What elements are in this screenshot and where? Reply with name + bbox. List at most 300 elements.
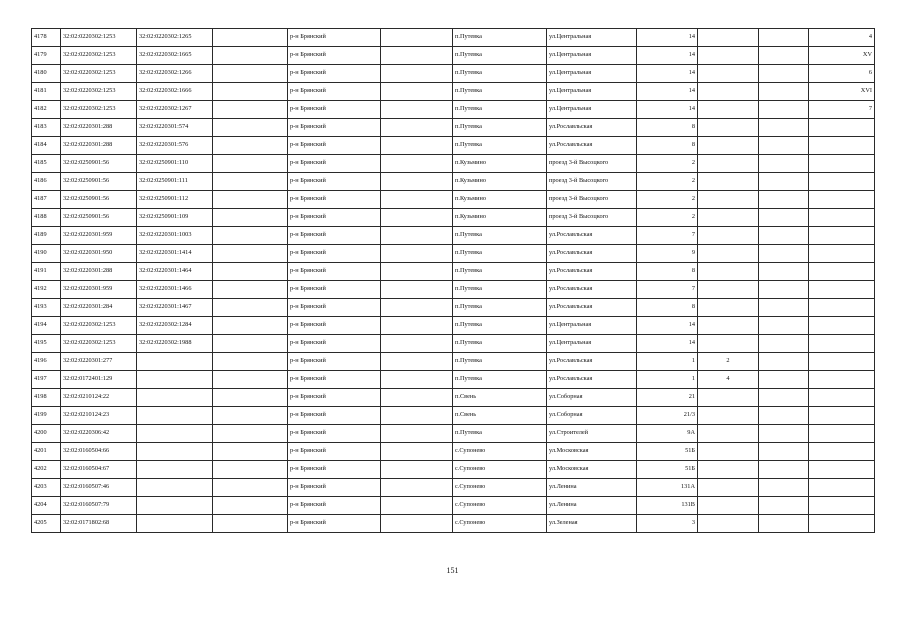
cell-district: р-н Брянский (288, 101, 381, 119)
cell-empty (759, 65, 809, 83)
table-row (32, 65, 875, 83)
cell-locality: п.Путевка (453, 353, 547, 371)
cell-house-number: 8 (637, 119, 698, 137)
cell-empty (213, 461, 288, 479)
cell-row-number: 4198 (32, 389, 61, 407)
cell-house-number: 14 (637, 83, 698, 101)
table-row (32, 119, 875, 137)
cell-cadastral-number (137, 515, 213, 533)
cell-apartment (809, 299, 875, 317)
cell-street: ул.Рославльская (547, 245, 637, 263)
cell-empty (381, 407, 453, 425)
cell-cadastral-quarter: 32:02:0220301:959 (61, 281, 137, 299)
cell-building (698, 497, 759, 515)
cell-locality: п.Путевка (453, 335, 547, 353)
cell-empty (381, 47, 453, 65)
cell-row-number: 4200 (32, 425, 61, 443)
cell-district: р-н Брянский (288, 119, 381, 137)
cell-house-number: 2 (637, 209, 698, 227)
cell-building (698, 155, 759, 173)
cell-empty (213, 137, 288, 155)
cell-street: ул.Центральная (547, 335, 637, 353)
cell-cadastral-quarter: 32:02:0160504:66 (61, 443, 137, 461)
cell-cadastral-quarter: 32:02:0250901:56 (61, 173, 137, 191)
cell-empty (213, 515, 288, 533)
cell-empty (759, 83, 809, 101)
cell-district: р-н Брянский (288, 407, 381, 425)
table-row (32, 317, 875, 335)
cell-house-number: 14 (637, 317, 698, 335)
cell-locality: п.Кузьмино (453, 191, 547, 209)
cell-cadastral-number (137, 497, 213, 515)
cell-empty (213, 119, 288, 137)
table-row (32, 155, 875, 173)
cell-empty (759, 461, 809, 479)
cell-cadastral-number: 32:02:0220302:1267 (137, 101, 213, 119)
cell-empty (759, 47, 809, 65)
cell-cadastral-number: 32:02:0220301:1467 (137, 299, 213, 317)
cell-empty (381, 335, 453, 353)
cell-empty (213, 227, 288, 245)
cell-empty (759, 479, 809, 497)
cell-house-number: 1 (637, 371, 698, 389)
cell-street: проезд 3-й Высоцкого (547, 191, 637, 209)
cell-empty (213, 443, 288, 461)
cell-locality: п.Свень (453, 407, 547, 425)
cell-empty (381, 209, 453, 227)
table-row (32, 335, 875, 353)
cell-row-number: 4199 (32, 407, 61, 425)
cell-empty (381, 497, 453, 515)
cell-street: ул.Строителей (547, 425, 637, 443)
cell-building (698, 479, 759, 497)
cell-district: р-н Брянский (288, 461, 381, 479)
cell-cadastral-quarter: 32:02:0220301:288 (61, 119, 137, 137)
cell-locality: с.Супонево (453, 479, 547, 497)
cell-house-number: 14 (637, 335, 698, 353)
cell-district: р-н Брянский (288, 317, 381, 335)
cell-building (698, 47, 759, 65)
cell-empty (381, 263, 453, 281)
cell-cadastral-number: 32:02:0220302:1266 (137, 65, 213, 83)
cell-locality: с.Супонево (453, 515, 547, 533)
cell-apartment: 7 (809, 101, 875, 119)
cell-cadastral-quarter: 32:02:0160504:67 (61, 461, 137, 479)
cell-cadastral-number (137, 425, 213, 443)
cell-building (698, 425, 759, 443)
cell-locality: п.Кузьмино (453, 155, 547, 173)
cell-locality: п.Путевка (453, 119, 547, 137)
table-row (32, 461, 875, 479)
cell-cadastral-quarter: 32:02:0250901:56 (61, 155, 137, 173)
cell-apartment (809, 209, 875, 227)
cell-street: ул.Рославльская (547, 353, 637, 371)
cell-building (698, 515, 759, 533)
cell-building (698, 317, 759, 335)
cell-district: р-н Брянский (288, 335, 381, 353)
cell-empty (213, 263, 288, 281)
table-row (32, 245, 875, 263)
cell-empty (381, 227, 453, 245)
cell-locality: п.Путевка (453, 245, 547, 263)
cell-building (698, 173, 759, 191)
cell-cadastral-number (137, 371, 213, 389)
cell-cadastral-quarter: 32:02:0220301:950 (61, 245, 137, 263)
cell-empty (213, 317, 288, 335)
cell-empty (759, 317, 809, 335)
cell-row-number: 4203 (32, 479, 61, 497)
cell-empty (213, 479, 288, 497)
cell-street: ул.Ленина (547, 497, 637, 515)
cell-empty (759, 155, 809, 173)
cell-district: р-н Брянский (288, 281, 381, 299)
cell-building (698, 119, 759, 137)
cell-house-number: 8 (637, 299, 698, 317)
cell-house-number: 51Б (637, 461, 698, 479)
table-row (32, 389, 875, 407)
cell-empty (381, 119, 453, 137)
cell-empty (381, 443, 453, 461)
cell-cadastral-quarter: 32:02:0220301:277 (61, 353, 137, 371)
cell-empty (381, 155, 453, 173)
cell-locality: с.Супонево (453, 497, 547, 515)
cell-row-number: 4185 (32, 155, 61, 173)
cell-row-number: 4181 (32, 83, 61, 101)
cell-street: ул.Центральная (547, 47, 637, 65)
cell-empty (381, 83, 453, 101)
cell-row-number: 4195 (32, 335, 61, 353)
cell-empty (759, 209, 809, 227)
cell-district: р-н Брянский (288, 299, 381, 317)
cell-locality: с.Супонево (453, 461, 547, 479)
cell-row-number: 4179 (32, 47, 61, 65)
cell-apartment (809, 119, 875, 137)
cell-cadastral-number (137, 479, 213, 497)
cell-district: р-н Брянский (288, 83, 381, 101)
cell-row-number: 4191 (32, 263, 61, 281)
cell-district: р-н Брянский (288, 389, 381, 407)
cell-cadastral-quarter: 32:02:0220301:959 (61, 227, 137, 245)
cell-building (698, 263, 759, 281)
cell-street: ул.Зеленая (547, 515, 637, 533)
table-row (32, 191, 875, 209)
cell-empty (759, 443, 809, 461)
table-row (32, 227, 875, 245)
cell-building (698, 335, 759, 353)
cell-house-number: 1 (637, 353, 698, 371)
cell-street: проезд 3-й Высоцкого (547, 155, 637, 173)
table-row (32, 425, 875, 443)
cell-cadastral-quarter: 32:02:0160507:79 (61, 497, 137, 515)
cell-apartment (809, 353, 875, 371)
cell-apartment (809, 281, 875, 299)
cell-cadastral-quarter: 32:02:0220302:1253 (61, 101, 137, 119)
cell-district: р-н Брянский (288, 155, 381, 173)
cell-house-number: 7 (637, 281, 698, 299)
table-row (32, 137, 875, 155)
cell-house-number: 3 (637, 515, 698, 533)
cell-street: ул.Соборная (547, 389, 637, 407)
cell-building (698, 65, 759, 83)
cell-street: ул.Ленина (547, 479, 637, 497)
cell-district: р-н Брянский (288, 245, 381, 263)
cell-locality: п.Свень (453, 389, 547, 407)
cell-district: р-н Брянский (288, 173, 381, 191)
cell-cadastral-number: 32:02:0250901:109 (137, 209, 213, 227)
cell-locality: п.Путевка (453, 47, 547, 65)
cell-street: проезд 3-й Высоцкого (547, 209, 637, 227)
table-row (32, 497, 875, 515)
cell-house-number: 7 (637, 227, 698, 245)
cell-building (698, 281, 759, 299)
table-row (32, 299, 875, 317)
cell-building: 4 (698, 371, 759, 389)
cell-row-number: 4194 (32, 317, 61, 335)
cell-empty (213, 245, 288, 263)
cell-district: р-н Брянский (288, 371, 381, 389)
cell-house-number: 14 (637, 47, 698, 65)
cell-empty (213, 65, 288, 83)
cell-house-number: 9А (637, 425, 698, 443)
cell-locality: п.Путевка (453, 299, 547, 317)
cell-empty (759, 299, 809, 317)
cell-row-number: 4189 (32, 227, 61, 245)
cell-row-number: 4190 (32, 245, 61, 263)
table-row (32, 515, 875, 533)
cell-empty (213, 425, 288, 443)
cell-cadastral-number (137, 353, 213, 371)
cell-house-number: 14 (637, 101, 698, 119)
cell-district: р-н Брянский (288, 479, 381, 497)
cell-empty (759, 371, 809, 389)
cell-street: ул.Рославльская (547, 281, 637, 299)
table-row (32, 281, 875, 299)
cell-apartment: 4 (809, 29, 875, 47)
cell-empty (213, 191, 288, 209)
cell-cadastral-quarter: 32:02:0210124:22 (61, 389, 137, 407)
cell-empty (213, 281, 288, 299)
cell-apartment (809, 245, 875, 263)
table-row (32, 101, 875, 119)
cell-district: р-н Брянский (288, 353, 381, 371)
cell-empty (759, 263, 809, 281)
cell-cadastral-quarter: 32:02:0210124:23 (61, 407, 137, 425)
cell-cadastral-quarter: 32:02:0172401:129 (61, 371, 137, 389)
cell-empty (759, 101, 809, 119)
table-row (32, 173, 875, 191)
cell-row-number: 4196 (32, 353, 61, 371)
cell-cadastral-number (137, 461, 213, 479)
cell-street: ул.Центральная (547, 29, 637, 47)
cell-apartment: XV (809, 47, 875, 65)
cell-empty (759, 515, 809, 533)
cell-district: р-н Брянский (288, 515, 381, 533)
cell-cadastral-quarter: 32:02:0220302:1253 (61, 83, 137, 101)
cell-empty (381, 299, 453, 317)
cell-empty (213, 299, 288, 317)
cell-district: р-н Брянский (288, 191, 381, 209)
cell-building (698, 137, 759, 155)
cell-empty (759, 245, 809, 263)
cell-empty (759, 353, 809, 371)
cell-cadastral-number: 32:02:0220301:574 (137, 119, 213, 137)
cell-row-number: 4182 (32, 101, 61, 119)
table-row (32, 263, 875, 281)
cell-street: ул.Московская (547, 443, 637, 461)
cell-street: ул.Рославльская (547, 137, 637, 155)
cell-empty (213, 353, 288, 371)
cell-empty (381, 515, 453, 533)
cell-house-number: 131А (637, 479, 698, 497)
cell-empty (381, 317, 453, 335)
cell-row-number: 4202 (32, 461, 61, 479)
cell-row-number: 4187 (32, 191, 61, 209)
cell-building (698, 83, 759, 101)
table-row (32, 353, 875, 371)
cell-building (698, 443, 759, 461)
cell-cadastral-quarter: 32:02:0160507:46 (61, 479, 137, 497)
cell-cadastral-quarter: 32:02:0220302:1253 (61, 317, 137, 335)
cell-empty (381, 173, 453, 191)
cell-cadastral-number: 32:02:0220302:1988 (137, 335, 213, 353)
cell-empty (759, 191, 809, 209)
cell-house-number: 2 (637, 191, 698, 209)
cell-street: ул.Соборная (547, 407, 637, 425)
cell-row-number: 4201 (32, 443, 61, 461)
cell-empty (213, 497, 288, 515)
cell-row-number: 4193 (32, 299, 61, 317)
registry-body (32, 29, 875, 533)
cell-district: р-н Брянский (288, 497, 381, 515)
cell-apartment (809, 371, 875, 389)
cell-cadastral-quarter: 32:02:0220302:1253 (61, 47, 137, 65)
cell-apartment (809, 227, 875, 245)
cell-empty (213, 371, 288, 389)
cell-apartment (809, 479, 875, 497)
cell-apartment (809, 461, 875, 479)
cell-locality: п.Путевка (453, 227, 547, 245)
cell-locality: п.Путевка (453, 65, 547, 83)
table-row (32, 443, 875, 461)
cell-empty (213, 47, 288, 65)
cell-building (698, 29, 759, 47)
cell-house-number: 9 (637, 245, 698, 263)
cell-street: ул.Рославльская (547, 227, 637, 245)
cell-empty (759, 425, 809, 443)
cell-empty (381, 479, 453, 497)
cell-locality: п.Путевка (453, 263, 547, 281)
cell-cadastral-number: 32:02:0250901:110 (137, 155, 213, 173)
cell-cadastral-number: 32:02:0220301:1414 (137, 245, 213, 263)
cell-house-number: 21/3 (637, 407, 698, 425)
cell-apartment: 6 (809, 65, 875, 83)
cell-cadastral-quarter: 32:02:0220302:1253 (61, 335, 137, 353)
cell-building (698, 101, 759, 119)
cell-row-number: 4180 (32, 65, 61, 83)
cell-apartment (809, 515, 875, 533)
cell-empty (381, 65, 453, 83)
cell-building (698, 407, 759, 425)
cell-cadastral-quarter: 32:02:0220302:1253 (61, 65, 137, 83)
cell-house-number: 8 (637, 137, 698, 155)
cell-locality: п.Путевка (453, 101, 547, 119)
cell-house-number: 14 (637, 29, 698, 47)
cell-empty (381, 101, 453, 119)
cell-locality: п.Путевка (453, 137, 547, 155)
cell-apartment (809, 317, 875, 335)
cell-empty (213, 173, 288, 191)
cell-empty (381, 389, 453, 407)
cell-cadastral-quarter: 32:02:0171802:68 (61, 515, 137, 533)
cell-apartment (809, 173, 875, 191)
cell-house-number: 8 (637, 263, 698, 281)
cell-street: ул.Рославльская (547, 299, 637, 317)
cell-locality: п.Кузьмино (453, 209, 547, 227)
cell-cadastral-quarter: 32:02:0220306:42 (61, 425, 137, 443)
cell-house-number: 51Б (637, 443, 698, 461)
cell-cadastral-number: 32:02:0220302:1284 (137, 317, 213, 335)
cell-cadastral-number (137, 407, 213, 425)
cell-building (698, 299, 759, 317)
cell-row-number: 4186 (32, 173, 61, 191)
cell-street: ул.Рославльская (547, 263, 637, 281)
cell-row-number: 4183 (32, 119, 61, 137)
cell-empty (759, 389, 809, 407)
cell-empty (213, 101, 288, 119)
table-row (32, 407, 875, 425)
cell-locality: п.Кузьмино (453, 173, 547, 191)
cell-cadastral-number: 32:02:0220301:1466 (137, 281, 213, 299)
cell-cadastral-number: 32:02:0220302:1665 (137, 47, 213, 65)
cell-house-number: 2 (637, 155, 698, 173)
cell-empty (759, 497, 809, 515)
cell-cadastral-number (137, 389, 213, 407)
cell-district: р-н Брянский (288, 47, 381, 65)
cell-locality: п.Путевка (453, 371, 547, 389)
cell-district: р-н Брянский (288, 263, 381, 281)
cell-street: ул.Центральная (547, 65, 637, 83)
cell-row-number: 4197 (32, 371, 61, 389)
cell-cadastral-quarter: 32:02:0220301:288 (61, 137, 137, 155)
cell-building (698, 191, 759, 209)
cell-empty (759, 335, 809, 353)
cell-cadastral-quarter: 32:02:0220301:288 (61, 263, 137, 281)
cell-cadastral-quarter: 32:02:0250901:56 (61, 191, 137, 209)
cell-empty (213, 209, 288, 227)
cell-apartment (809, 497, 875, 515)
cell-empty (759, 29, 809, 47)
cell-street: ул.Центральная (547, 101, 637, 119)
cell-house-number: 131В (637, 497, 698, 515)
cell-building: 2 (698, 353, 759, 371)
cell-cadastral-number: 32:02:0220301:576 (137, 137, 213, 155)
cell-building (698, 227, 759, 245)
cell-empty (759, 137, 809, 155)
cell-empty (381, 245, 453, 263)
cell-locality: п.Путевка (453, 281, 547, 299)
cell-empty (381, 191, 453, 209)
cell-apartment (809, 407, 875, 425)
cell-locality: п.Путевка (453, 425, 547, 443)
cell-apartment (809, 191, 875, 209)
cell-cadastral-number: 32:02:0220302:1265 (137, 29, 213, 47)
cell-empty (213, 389, 288, 407)
cell-cadastral-number: 32:02:0220301:1003 (137, 227, 213, 245)
table-row (32, 47, 875, 65)
cell-street: ул.Центральная (547, 83, 637, 101)
cell-street: ул.Центральная (547, 317, 637, 335)
cell-empty (759, 407, 809, 425)
